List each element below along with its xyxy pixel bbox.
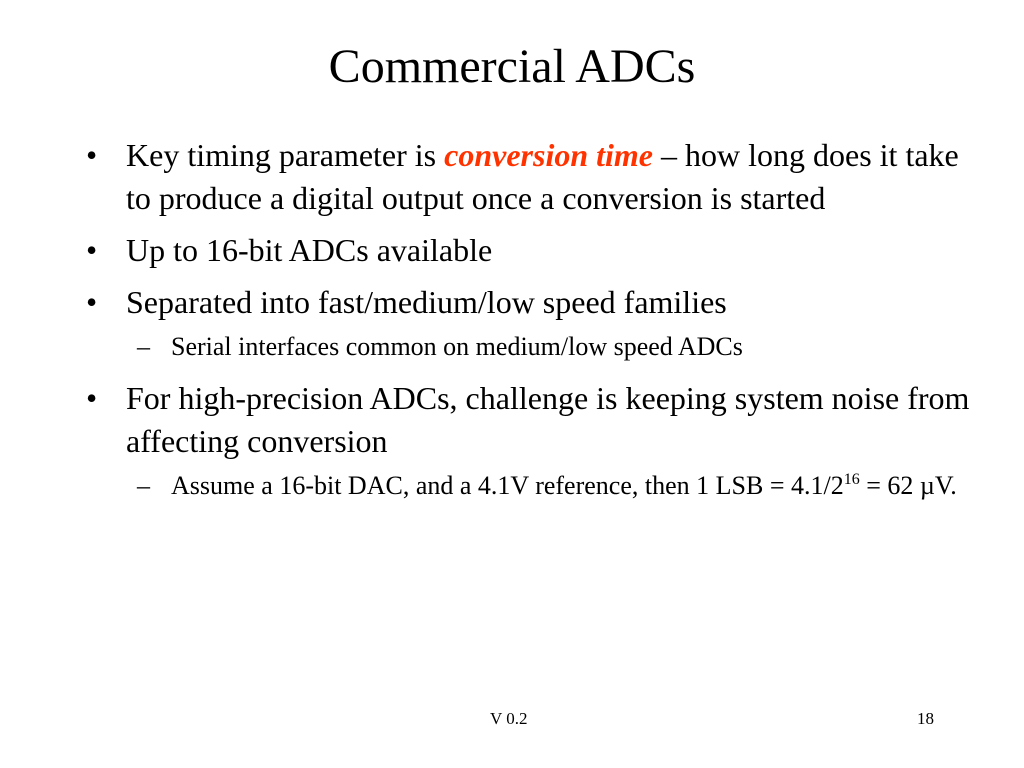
- page-number: 18: [917, 709, 934, 728]
- sub-bullet-item: [0, 329, 1024, 365]
- slide-title: Commercial ADCs: [328, 40, 696, 93]
- bullet-text: Separated into fast/medium/low speed families: [126, 284, 727, 320]
- emphasized-term: conversion time: [444, 137, 653, 173]
- sub-bullet-marker: –: [137, 471, 150, 500]
- sub-bullet-text: = 62 µV.: [859, 471, 957, 500]
- bullet-item: [0, 134, 1024, 220]
- bullet-text: – how long does it take to produce a digital output once a conversion is started: [126, 137, 959, 216]
- sub-bullet-marker: –: [137, 332, 150, 361]
- bullet-marker: •: [86, 284, 98, 320]
- bullet-text: Up to 16-bit ADCs available: [126, 232, 493, 268]
- bullet-item: [0, 229, 1024, 272]
- sub-bullet-item: [0, 468, 1024, 504]
- bullet-text: Key timing parameter is: [126, 137, 445, 173]
- bullet-text: For high-precision ADCs, challenge is keeping system noise from affecting conversion: [126, 380, 970, 459]
- sub-bullet-text: Serial interfaces common on medium/low speed ADCs: [171, 332, 743, 361]
- bullet-marker: •: [86, 380, 98, 416]
- bullet-marker: •: [86, 137, 98, 173]
- exponent: 16: [843, 471, 860, 488]
- footer-version: V 0.2: [490, 709, 528, 728]
- bullet-list: [0, 134, 1024, 516]
- bullet-item: [0, 281, 1024, 324]
- bullet-marker: •: [86, 232, 98, 268]
- bullet-item: [0, 377, 1024, 463]
- sub-bullet-text: Assume a 16-bit DAC, and a 4.1V reference, then 1 LSB = 4.1/2: [171, 471, 844, 500]
